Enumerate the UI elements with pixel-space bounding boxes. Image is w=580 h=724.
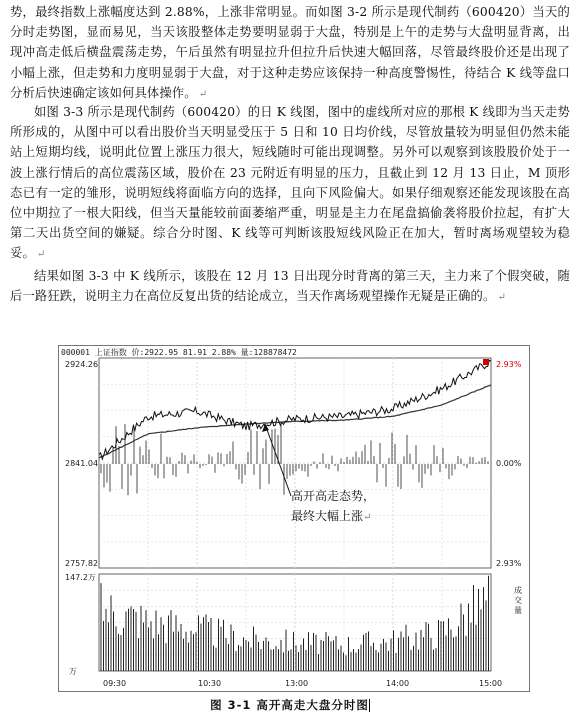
x-label-1400: 14:00 — [386, 679, 410, 688]
return-mark-icon: ↵ — [36, 249, 46, 261]
volume-label: 成交量 — [514, 586, 522, 615]
x-label-1300: 13:00 — [285, 679, 309, 688]
x-label-1030: 10:30 — [198, 679, 222, 688]
return-mark-icon: ↵ — [363, 512, 372, 523]
paragraph-3: 结果如图 3-3 中 K 线所示，该股在 12 月 13 日出现分时背离的第三天，主力来了个假突破，随后一路狂跌，说明主力在高位反复出货的结论成立，当天作离场观望操作无疑是正确的。 ↵ — [10, 269, 570, 304]
return-mark-icon: ↵ — [198, 88, 208, 100]
y-left-mid: 2841.04 — [65, 459, 99, 468]
text-cursor — [369, 699, 370, 712]
x-label-1500: 15:00 — [479, 679, 503, 688]
y-right-mid: 0.00% — [496, 459, 522, 468]
y-left-bottom: 2757.82 — [65, 559, 99, 568]
x-label-0930: 09:30 — [103, 679, 127, 688]
chart-annotation: 高开高走态势， 最终大幅上涨↵ — [291, 489, 376, 523]
high-marker-icon — [483, 359, 489, 365]
y-left-top: 2924.26 — [65, 360, 99, 369]
y-left-volume-max: 147.2万 — [65, 573, 96, 582]
chart-header: 000001 上证指数 价:2922.95 81.91 2.88% 量:128878472 — [61, 348, 297, 357]
y-right-bottom: 2.93% — [496, 559, 522, 568]
y-left-volume-unit: 万 — [69, 667, 77, 676]
paragraph-2: 如图 3-3 所示是现代制药（600420）的日 K 线图，图中的虚线所对应的那根 K 线即为当天走势所形成的，从图中可以看出股价当天明显受压于 5 日和 10 日均价线，尽管放量较为明显但仍然未能站上短期均线，说明此位置上涨压力很大，短线随时可能出现调整。另外可以观察到该股股价处于一波上涨行情后的高位震荡区域，股价在 23 元附近有明显的压力，且截止到 12 月 13 日止，M 顶形态已有一定的雏形，说明短线将面临方向的选择，且向下风险偏大。如果仔细观察还能发现该股在高位中期拉了一根大阳线，但当天量能较前面萎缩严重，明显是主力在尾盘搞偷袭将股价拉起，有扩大第二天出货空间的嫌疑。综合分时图、K 线等可判断该股短线风险正在加大，暂时离场观望较为稳妥。 ↵ — [10, 105, 570, 261]
annotation-arrow-line — [265, 424, 291, 496]
intraday-chart — [58, 345, 530, 692]
paragraph-1: 势，最终指数上涨幅度达到 2.88%，上涨非常明显。而如图 3-2 所示是现代制药（600420）当天的分时走势图，显而易见，当天该股整体走势要明显弱于大盘，特别是上午的走势与大盘明显背离，出现冲高走低后横盘震荡走势，午后虽然有明显拉升但拉升后快速大幅回落，尽管最终股价还是出现了小幅上涨，但走势和力度明显弱于大盘，对于这种走势应该保持一种高度警惕性，待结合 K 线等盘口分析后快速确定该如何具体操作。 ↵ — [10, 5, 570, 100]
y-right-top: 2.93% — [496, 360, 522, 369]
return-mark-icon: ↵ — [497, 292, 506, 304]
figure-caption: 图 3-1 高开高走大盘分时图 — [210, 698, 369, 712]
